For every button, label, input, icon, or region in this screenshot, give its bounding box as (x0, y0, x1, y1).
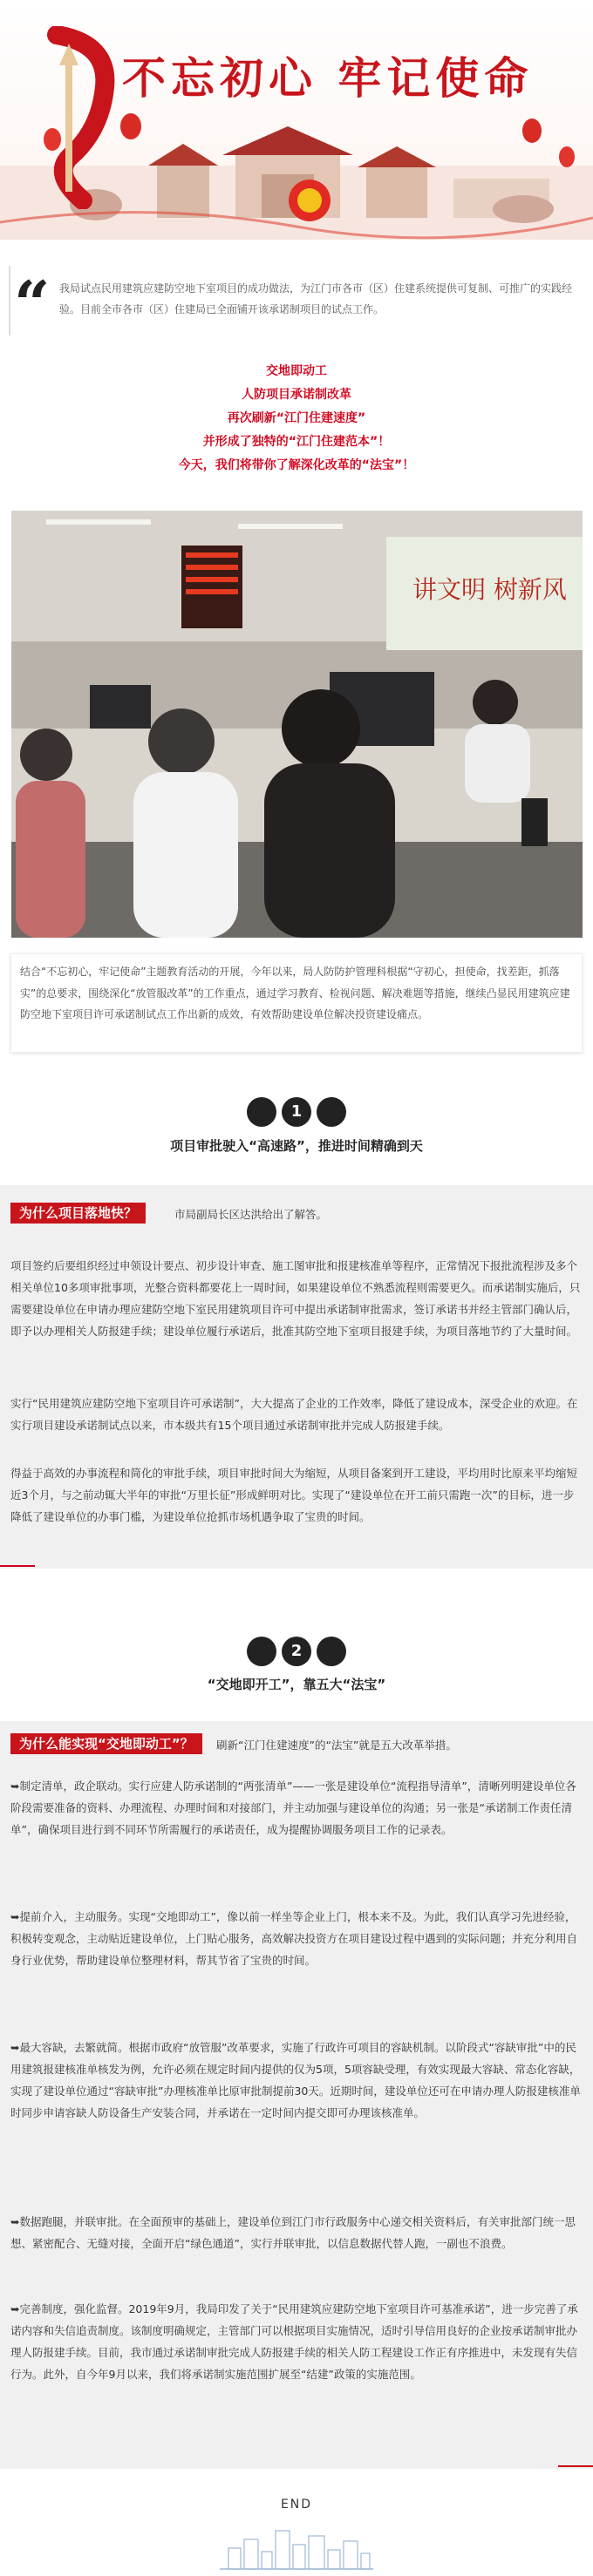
brush-stroke-icon (35, 26, 131, 209)
summary-box (10, 953, 583, 1053)
dot-icon (247, 1637, 276, 1666)
paragraph: 得益于高效的办事流程和简化的审批手续，项目审批时间大为缩短，从项目备案到开工建设，平均用时比原来平均缩短近3个月，与之前动辄大半年的审批“万里长征”形成鲜明对比。实现了“建设单位在开工前只需跑一次”的目标，进一步降低了建设单位的办事门槛，为建设单位抢抓市场机遇争取了宝贵的时间。 (10, 1467, 578, 1523)
red-divider (0, 1565, 35, 1567)
section-2-content (0, 1721, 593, 2469)
paragraph: 实行“民用建筑应建防空地下室项目许可承诺制”，大大提高了企业的工作效率，降低了建设成本，深受企业的欢迎。在实行项目建设承诺制试点以来，市本级共有15个项目通过承诺制审批并完成人防报建手续。 (10, 1397, 578, 1432)
city-skyline-icon (216, 2518, 377, 2571)
section-label-note: 刷新“江门住建速度”的“法宝”就是五大改革举措。 (216, 1739, 457, 1752)
section-number-1 (0, 1097, 593, 1127)
intro-quote (9, 266, 586, 341)
office-service-photo (11, 511, 583, 938)
paragraph: ➥最大容缺，去繁就简。根据市政府“放管服”改革要求，实施了行政许可项目的容缺机制。以阶段式“容缺审批”中的民用建筑报建核准单核发为例，允许必须在规定时间内提供的仅为5项，5项容缺受理，有效实现最大容缺、常态化容缺，实现了建设单位通过“容缺审批”办理核准单比原审批制提前30天。近期时间，建设单位还可在申请办理人防报建核准单时同步申请容缺人防设备生产安装合同，并承诺在一定时间内提交即可办理该核准单。 (10, 2041, 581, 2119)
dot-icon (247, 1097, 276, 1127)
highlight-line: 人防项目承诺制改革 (242, 388, 351, 402)
section-label-note: 市局副局长区达洪给出了解答。 (174, 1208, 328, 1221)
banner (0, 0, 593, 240)
paragraph: ➥数据跑腿，并联审批。在全面预审的基础上，建设单位到江门市行政服务中心递交相关资料后，有关审批部门统一思想、紧密配合、无缝对接，全面开启“绿色通道”，实行并联审批，以信息数据代替人跑，一副也不浪费。 (10, 2215, 576, 2250)
section-label: 为什么项目落地快？ (10, 1203, 146, 1224)
section-number-2 (0, 1637, 593, 1666)
section-1-content (0, 1185, 593, 1569)
quote-mark-icon: “ (14, 267, 51, 341)
banner-title: 不忘初心 牢记使命 (122, 52, 534, 104)
highlight-line: 再次刷新“江门住建速度” (227, 411, 366, 425)
section-title: “交地即开工”，靠五大“法宝” (207, 1677, 386, 1692)
paragraph: ➥提前介入，主动服务。实现“交地即动工”，像以前一样坐等企业上门，根本来不及。为此，我们认真学习先进经验，积极转变观念，主动贴近建设单位，上门贴心服务，高效解决投资方在项目建设过程中遇到的实际问题；并充分利用自身行业优势，帮助建设单位整理材料，帮其节省了宝贵的时间。 (10, 1910, 578, 1967)
paragraph: ➥制定清单，政企联动。实行应建人防承诺制的“两张清单”——一张是建设单位“流程指导清单”，清晰列明建设单位各阶段需要准备的资料、办理流程、办理时间和对接部门，并主动加强与建设单位的沟通；另一张是“承诺制工作责任清单”，确保项目进行到不同环节所需履行的承诺责任，成为提醒协调服务项目工作的记录表。 (10, 1779, 576, 1836)
section-label: 为什么能实现“交地即动工”？ (10, 1733, 202, 1754)
red-divider (558, 2465, 593, 2467)
section-number-badge: 1 (282, 1097, 311, 1127)
highlight-line: 并形成了独特的“江门住建范本”！ (202, 435, 391, 449)
wall-slogan: 讲文明 树新风 (412, 575, 567, 604)
highlight-line: 交地即动工 (266, 364, 327, 378)
highlight-line: 今天，我们将带你了解深化改革的“法宝”！ (178, 458, 415, 472)
section-number-badge: 2 (282, 1637, 311, 1666)
dot-icon (317, 1097, 346, 1127)
highlight-lines (0, 360, 593, 478)
paragraph: 项目签约后要组织经过申领设计要点、初步设计审查、施工图审批和报建核准单等程序，正常情况下报批流程涉及多个相关单位10多项审批事项，光整合资料都要花上一周时间，如果建设单位不熟悉流程则需要更久。而承诺制实施后，只需要建设单位在申请办理应建防空地下室民用建筑项目许可中提出承诺制审批需求，签订承诺书并经主管部门确认后，即予以办理相关人防报建手续；建设单位履行承诺后，批准其防空地下室项目报建手续，为项目落地节约了大量时间。 (10, 1259, 581, 1338)
section-title: 项目审批驶入“高速路”，推进时间精确到天 (170, 1138, 423, 1154)
dot-icon (317, 1637, 346, 1666)
end-marker: END (280, 2498, 313, 2512)
summary-text: 结合“不忘初心，牢记使命”主题教育活动的开展，今年以来，局人防防护管理科根据“守初心，担使命，找差距，抓落实”的总要求，围绕深化“放管服改革”的工作重点，通过学习教育、检视问题、解决难题等措施，继续凸显民用建筑应建防空地下室项目许可承诺制试点工作出新的成效，有效帮助建设单位解决投资建设痛点。 (20, 966, 570, 1020)
intro-text: 我局试点民用建筑应建防空地下室项目的成功做法，为江门市各市（区）住建系统提供可复制、可推广的实践经验。目前全市各市（区）住建局已全面铺开该承诺制项目的试点工作。 (59, 282, 573, 315)
photo-illustration (11, 511, 583, 938)
paragraph: ➥完善制度，强化监督。2019年9月，我局印发了关于“民用建筑应建防空地下室项目许可基准承诺”，进一步完善了承诺内容和失信追责制度。该制度明确规定，主管部门可以根据项目实施情况，适时引导信用良好的企业按承诺制审批办理人防报建手续。目前，我市通过承诺制审批完成人防报建手续的相关人防工程建设工作正有序推进中，未发现有失信行为。此外，自今年9月以来，我们将承诺制实施范围扩展至“结建”政策的实施范围。 (10, 2302, 578, 2381)
